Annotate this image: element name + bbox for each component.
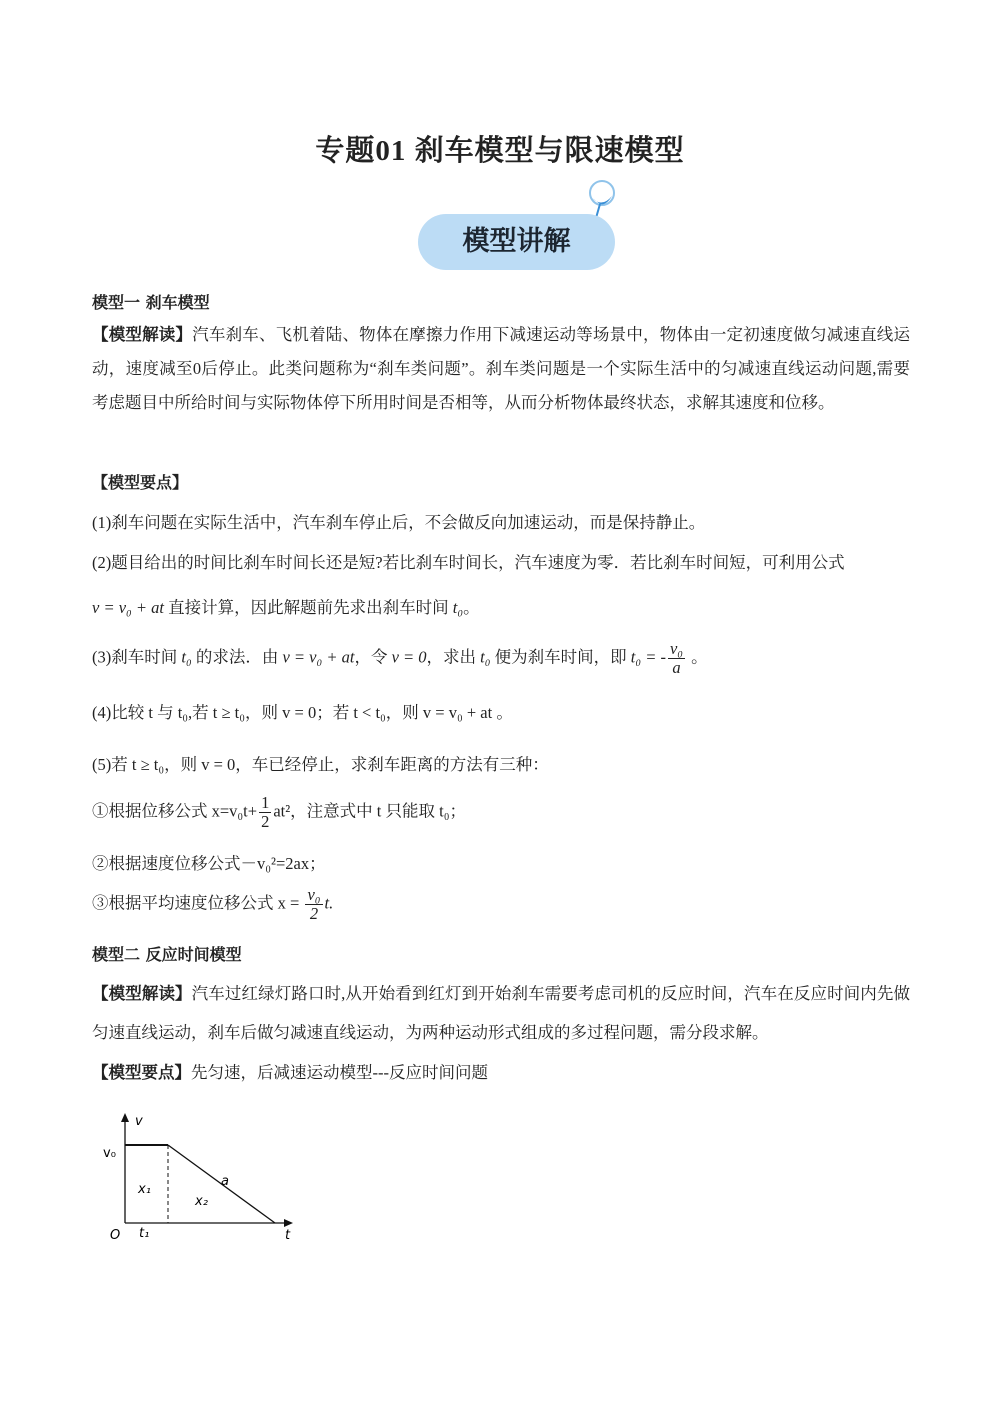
model1-heading: 模型一 刹车模型 <box>92 293 210 312</box>
formula: t₀ <box>181 647 192 667</box>
denominator: a <box>672 658 681 678</box>
text: ①根据位移公式 x=v₀t+ <box>92 801 258 821</box>
text: ，求出 <box>426 647 481 667</box>
formula: v = v₀ + at <box>282 647 355 667</box>
method-2: ②根据速度位移公式－v₀²=2ax； <box>92 854 326 873</box>
model2-heading: 模型二 反应时间模型 <box>92 945 242 964</box>
point-1: (1)刹车问题在实际生活中，汽车刹车停止后，不会做反向加速运动，而是保持静止。 <box>92 513 706 532</box>
text: ，令 <box>354 647 392 667</box>
intro-text: 汽车刹车、飞机着陆、物体在摩擦力作用下减速运动等场景中，物体由一定初速度做匀减速直线运动，速度减至0后停止。此类问题称为“刹车类问题”。刹车类问题是一个实际生活中的匀减速直线运动问题,需要考虑题目中所给时间与实际物体停下所用时间是否相等，从而分析物体最终状态，求解其速度和位移。 <box>92 325 911 412</box>
t-label: t <box>285 1228 291 1243</box>
v-arrow-icon <box>121 1113 129 1122</box>
denominator: 2 <box>309 904 319 924</box>
method-3 <box>92 886 333 923</box>
denominator: 2 <box>261 812 270 832</box>
text: 。 <box>463 598 480 617</box>
point-4: (4)比较 t 与 t₀,若 t ≥ t₀，则 v = 0；若 t < t₀，则 v = v₀ + at 。 <box>92 703 513 722</box>
a-label: a <box>221 1174 229 1189</box>
v-label: v <box>135 1114 143 1129</box>
point-2a: (2)题目给出的时间比刹车时间长还是短?若比刹车时间长，汽车速度为零．若比刹车时间短，可利用公式 <box>92 553 845 572</box>
text: 直接计算，因此解题前先求出刹车时间 <box>164 598 453 617</box>
v0-label: v₀ <box>103 1146 116 1161</box>
numerator: v₀ <box>307 885 321 904</box>
formula: v = v₀ + at <box>92 598 164 617</box>
fraction <box>305 886 322 923</box>
point-3 <box>92 640 708 677</box>
intro-text: 汽车过红绿灯路口时,从开始看到红灯到开始刹车需要考虑司机的反应时间，汽车在反应时间内先做匀速直线运动，刹车后做匀减速直线运动，为两种运动形式组成的多过程问题，需分段求解。 <box>92 984 911 1042</box>
formula: t₀ <box>480 647 491 667</box>
text: 的求法．由 <box>191 647 283 667</box>
formula: v = 0 <box>391 647 427 667</box>
formula: t₀ <box>452 598 464 617</box>
section-banner: 模型讲解 <box>418 214 615 270</box>
method-1 <box>92 794 466 831</box>
vt-diagram <box>95 1105 305 1245</box>
numerator: v₀ <box>669 639 684 658</box>
fraction <box>259 794 271 831</box>
model2-intro <box>92 974 910 1052</box>
points-text: 先匀速，后减速运动模型---反应时间问题 <box>191 1063 488 1082</box>
points-label: 【模型要点】 <box>92 1063 191 1082</box>
model1-intro <box>92 318 910 420</box>
t-arrow-icon <box>284 1219 293 1227</box>
x2-label: x₂ <box>195 1194 208 1209</box>
intro-label: 【模型解读】 <box>92 984 192 1003</box>
text: 。 <box>687 647 708 667</box>
page-title: 专题01 刹车模型与限速模型 <box>315 135 685 167</box>
model1-points-label: 【模型要点】 <box>92 473 189 492</box>
intro-label: 【模型解读】 <box>92 325 193 344</box>
text: ③根据平均速度位移公式 x = <box>92 893 304 913</box>
numerator: 1 <box>261 793 270 812</box>
text: t. <box>324 893 334 913</box>
point-5: (5)若 t ≥ t₀，则 v = 0，车已经停止，求刹车距离的方法有三种： <box>92 755 549 774</box>
model2-points <box>92 1059 488 1083</box>
text: 便为刹车时间，即 <box>490 647 631 667</box>
text: (3)刹车时间 <box>92 647 182 667</box>
x1-label: x₁ <box>138 1182 151 1197</box>
t1-label: t₁ <box>139 1226 150 1241</box>
fraction <box>668 640 685 677</box>
origin-label: O <box>110 1228 121 1243</box>
text: at²，注意式中 t 只能取 t₀； <box>273 801 466 821</box>
formula: t₀ = - <box>630 647 666 667</box>
point-2b <box>92 594 480 618</box>
